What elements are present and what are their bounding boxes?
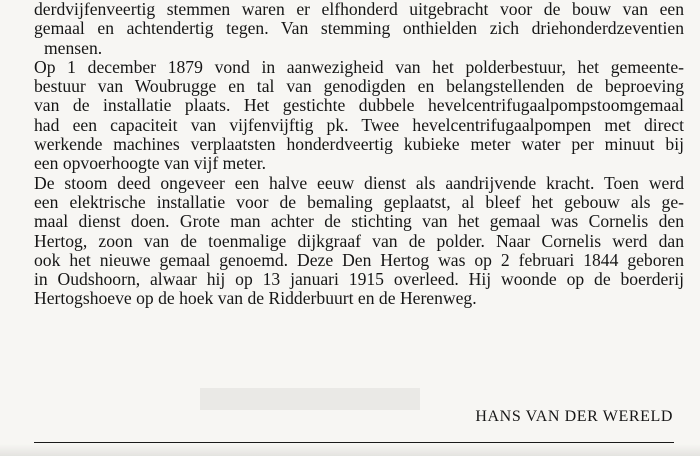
text-line-11: een elektrische installatie voor de bemaling geplaatst, al bleef het gebouw als ge- xyxy=(34,191,684,212)
text-line-7: had een capaciteit van vijfenvijftig pk. Twee hevelcentrifugaalpompen met direct xyxy=(34,114,684,135)
text-line-12: maal dienst doen. Grote man achter de stichting van het gemaal was Cornelis den xyxy=(34,211,684,232)
text-line-8: werkende machines verplaatsten honderdveertig kubieke meter water per minuut bij xyxy=(34,134,684,155)
bottom-rule xyxy=(34,442,674,443)
text-line-10: De stoom deed ongeveer een halve eeuw dienst als aandrijvende kracht. Toen werd xyxy=(34,172,684,193)
text-line-6: van de installatie plaats. Het gestichte dubbele hevelcentrifugaalpompstoomgemaal xyxy=(34,95,684,116)
text-line-9: een opvoerhoogte van vijf meter. xyxy=(34,153,267,174)
text-line-3: mensen. xyxy=(44,37,103,58)
page-bottom-shading xyxy=(0,444,700,456)
text-line-15: in Oudshoorn, alwaar hij op 13 januari 1915 overleed. Hij woonde op de boerderij xyxy=(34,269,684,290)
text-line-4: Op 1 december 1879 vond in aanwezigheid van het polderbestuur, het gemeente- xyxy=(34,56,684,77)
text-line-14: ook het nieuwe gemaal genoemd. Deze Den Hertog was op 2 februari 1844 geboren xyxy=(34,249,684,270)
text-line-5: bestuur van Woubrugge en tal van genodigden en belangstellenden de beproeving xyxy=(34,76,684,97)
text-line-2: gemaal en achtendertig tegen. Van stemming onthielden zich driehonderdzeventien xyxy=(34,18,684,39)
text-line-1: derdvijfenveertig stemmen waren er elfhonderd uitgebracht voor de bouw van een xyxy=(34,0,684,19)
show-through-shadow xyxy=(200,388,420,410)
author-signature: HANS VAN DER WERELD xyxy=(475,408,673,425)
text-line-16: Hertogshoeve op de hoek van de Ridderbuurt en de Herenweg. xyxy=(34,288,477,309)
text-line-13: Hertog, zoon van de toenmalige dijkgraaf van de polder. Naar Cornelis werd dan xyxy=(34,230,684,251)
article-body xyxy=(34,0,684,309)
